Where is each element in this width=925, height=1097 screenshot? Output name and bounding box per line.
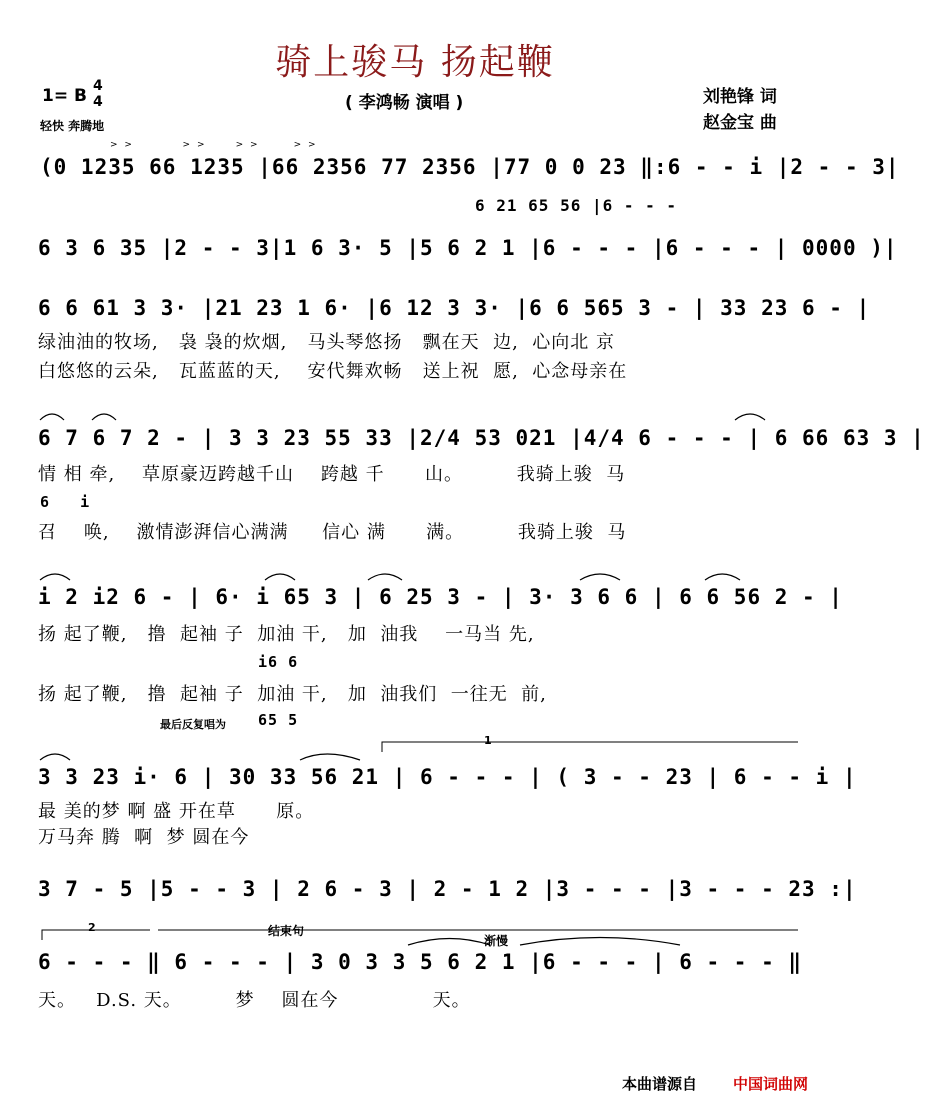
notation-row-1: (0 1235 66 1235 |66 2356 77 2356 |77 0 0 23 ‖:6 - - i |2 - - 3|	[40, 155, 900, 179]
slur	[265, 574, 295, 580]
alternate-notes-row-5: i6 6	[258, 653, 299, 671]
lyric-row-3-verse-1: 绿油油的牧场, 袅 袅的炊烟, 马头琴悠扬 飘在天 边, 心向北 京	[38, 332, 615, 353]
time-signature-top: 4	[93, 78, 103, 94]
notation-row-4: 6 7 6 7 2 - | 3 3 23 55 33 |2/4 53 021 |4/4 6 - - - | 6 66 63 3 |	[38, 426, 925, 450]
slur	[300, 754, 360, 760]
volta-1-label: 1	[484, 734, 492, 747]
lyric-row-5-verse-2: 扬 起了鞭, 撸 起袖 子 加油 干, 加 油我们 一往无 前,	[38, 684, 547, 705]
notation-row-5: i 2 i2 6 - | 6· i 65 3 | 6 25 3 - | 3· 3 6 6 | 6 6 56 2 - |	[38, 585, 843, 609]
notation-row-3: 6 6 61 3 3· |21 23 1 6· |6 12 3 3· |6 6 565 3 - | 33 23 6 - |	[38, 296, 871, 320]
ending-label: 结束句	[268, 924, 305, 938]
singer-credit: ( 李鸿畅 演唱 )	[345, 93, 464, 113]
lyricist-credit: 刘艳锋 词	[703, 87, 777, 107]
notation-row-6: 3 3 23 i· 6 | 30 33 56 21 | 6 - - - | ( 3 - - 23 | 6 - - i |	[38, 765, 857, 789]
alternate-notes-row-4: 6 i	[40, 493, 91, 511]
lyric-row-6-verse-1: 最 美的梦 啊 盛 开在草 原。	[38, 801, 315, 822]
notation-row-7: 3 7 - 5 |5 - - 3 | 2 6 - 3 | 2 - 1 2 |3 - - - |3 - - - 23 :|	[38, 877, 857, 901]
source-site: 中国词曲网	[733, 1075, 809, 1093]
notation-upper-voice: 6 21 65 56 |6 - - -	[475, 196, 678, 215]
composer-credit: 赵金宝 曲	[703, 113, 777, 133]
key-signature: 1= B	[42, 86, 87, 106]
slur	[40, 414, 64, 420]
final-repeat-notes: 65 5	[258, 711, 299, 729]
slur	[40, 754, 70, 760]
volta-2-label: 2	[88, 921, 96, 934]
volta-2-bracket	[42, 930, 150, 940]
slur	[520, 938, 680, 946]
source-label: 本曲谱源自	[622, 1075, 698, 1093]
slur	[368, 574, 402, 580]
lyric-row-3-verse-2: 白悠悠的云朵, 瓦蓝蓝的天, 安代舞欢畅 送上祝 愿, 心念母亲在	[38, 361, 628, 382]
slur	[705, 574, 740, 580]
slur	[408, 939, 490, 946]
lyric-row-4-verse-2: 召 唤, 激情澎湃信心满满 信心 满 满。 我骑上骏 马	[38, 522, 627, 543]
lyric-row-4-verse-1: 情 相 牵, 草原豪迈跨越千山 跨越 千 山。 我骑上骏 马	[38, 464, 626, 485]
time-signature-bottom: 4	[93, 94, 103, 110]
lyric-row-5-verse-1: 扬 起了鞭, 撸 起袖 子 加油 干, 加 油我 一马当 先,	[38, 624, 535, 645]
notation-row-2: 6 3 6 35 |2 - - 3|1 6 3· 5 |5 6 2 1 |6 - - - |6 - - - | 0000 )|	[38, 236, 898, 260]
volta-1-bracket	[382, 742, 798, 752]
slur	[40, 574, 70, 580]
page-title: 骑上骏马 扬起鞭	[275, 42, 555, 83]
lyric-row-6-verse-2: 万马奔 腾 啊 梦 圆在今	[38, 827, 250, 848]
slur	[92, 414, 116, 420]
accent-marks: > > > > > > > >	[110, 140, 318, 150]
slur	[735, 414, 765, 420]
ritardando-label: 渐慢	[484, 934, 509, 948]
slur	[580, 574, 620, 580]
lyric-row-8: 天。 D.S. 天。 梦 圆在今 天。	[38, 990, 471, 1011]
final-repeat-note: 最后反复唱为	[160, 718, 226, 731]
tempo-marking: 轻快 奔腾地	[40, 119, 105, 133]
notation-row-8: 6 - - - ‖ 6 - - - | 3 0 3 3 5 6 2 1 |6 - - - | 6 - - - ‖	[38, 950, 803, 974]
